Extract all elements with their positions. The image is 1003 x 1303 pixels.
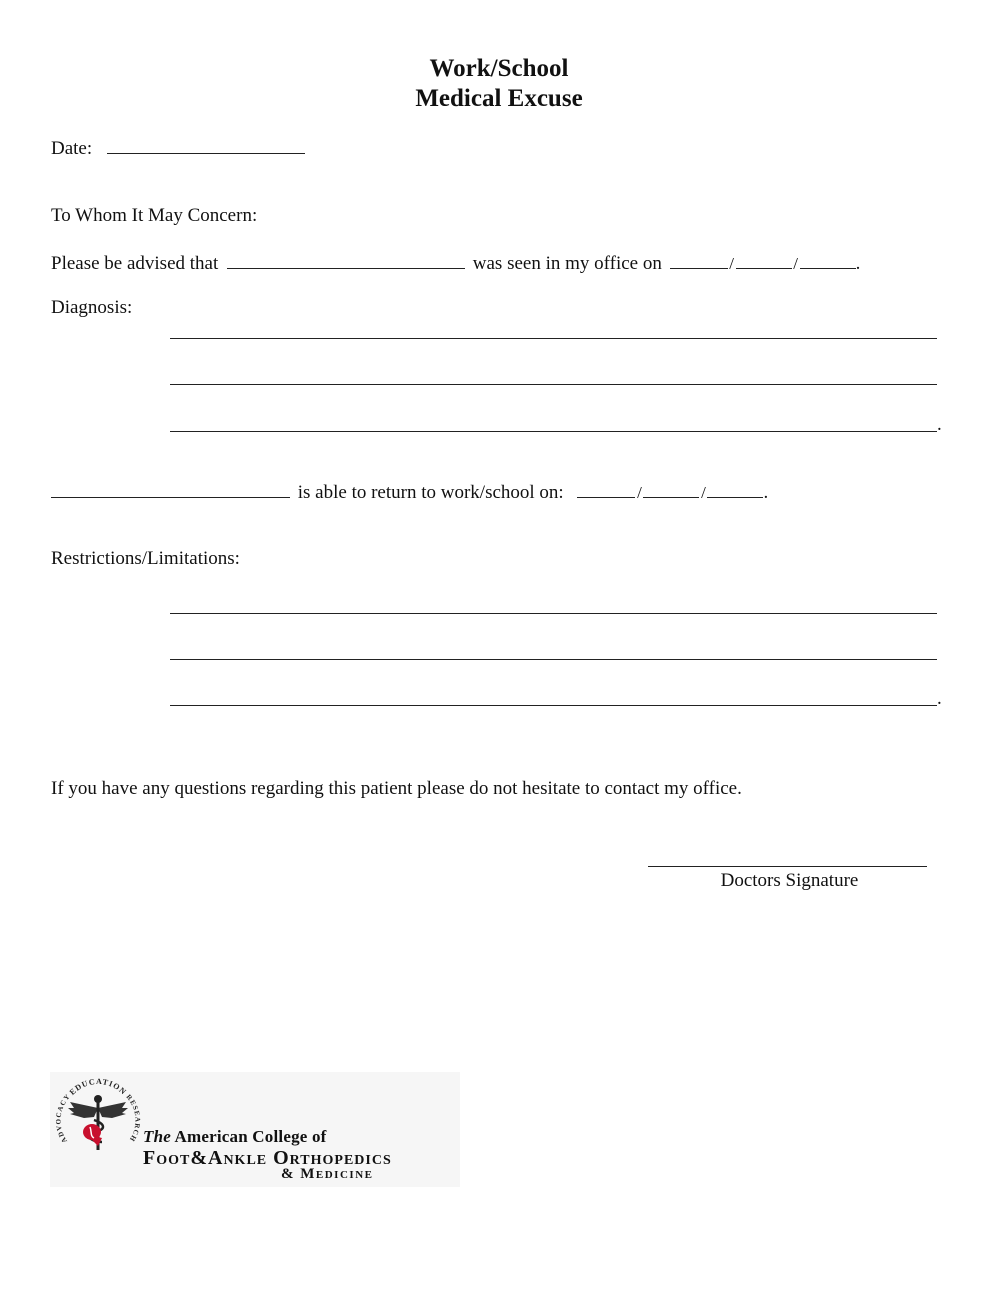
title-line-1: Work/School <box>429 55 569 82</box>
logo-line-2: Foot&Ankle Orthopedics <box>143 1147 392 1169</box>
diagnosis-line-1[interactable] <box>170 338 937 339</box>
diagnosis-line-2[interactable] <box>170 384 937 385</box>
restrictions-line-2[interactable] <box>170 659 937 660</box>
diagnosis-label: Diagnosis: <box>51 297 133 318</box>
restrictions-line-3[interactable] <box>170 705 937 706</box>
patient-name-field[interactable] <box>227 252 465 269</box>
seen-date-month-field[interactable] <box>670 252 728 269</box>
diagnosis-line-3[interactable] <box>170 431 937 432</box>
signature-line[interactable] <box>648 866 927 867</box>
return-row <box>51 481 768 502</box>
seen-date-day-field[interactable] <box>736 252 792 269</box>
sentence-period: . <box>855 253 861 274</box>
date-slash: / <box>793 254 798 273</box>
seal-top-text: EDUCATION <box>67 1076 129 1097</box>
logo-line-1 <box>143 1128 392 1145</box>
logo-line-1-italic: The <box>143 1127 171 1146</box>
signature-label: Doctors Signature <box>720 870 859 891</box>
salutation: To Whom It May Concern: <box>51 205 258 226</box>
return-text: is able to return to work/school on: <box>297 482 564 503</box>
date-row <box>51 137 305 158</box>
date-slash: / <box>729 254 734 273</box>
seal-right-text: RESEARCH <box>124 1093 142 1144</box>
restrictions-period: . <box>937 688 942 709</box>
date-slash: / <box>637 483 642 502</box>
return-date-day-field[interactable] <box>643 481 699 498</box>
return-date-year-field[interactable] <box>707 481 763 498</box>
svg-text:ADVOCACY <box>54 1092 72 1144</box>
date-label: Date: <box>51 138 93 159</box>
diagnosis-period: . <box>937 414 942 435</box>
restrictions-line-1[interactable] <box>170 613 937 614</box>
date-slash: / <box>701 483 706 502</box>
seen-date-year-field[interactable] <box>800 252 856 269</box>
logo-line-3: & Medicine <box>281 1166 374 1182</box>
advised-prefix: Please be advised that <box>51 253 219 274</box>
date-field[interactable] <box>107 137 305 154</box>
logo-line-1-text: American College of <box>174 1127 327 1146</box>
return-patient-name-field[interactable] <box>51 481 290 498</box>
restrictions-label: Restrictions/Limitations: <box>51 548 240 569</box>
advised-row <box>51 252 860 273</box>
advised-middle: was seen in my office on <box>472 253 662 274</box>
svg-text:EDUCATION <box>68 1077 129 1097</box>
title-line-2: Medical Excuse <box>415 85 583 112</box>
logo-text <box>143 1128 392 1182</box>
svg-text:RESEARCH <box>124 1093 141 1143</box>
return-date-month-field[interactable] <box>577 481 635 498</box>
college-seal-logo <box>50 1072 146 1168</box>
seal-left-text: ADVOCACY <box>54 1092 73 1145</box>
sentence-period: . <box>763 482 769 503</box>
closing-text: If you have any questions regarding this patient please do not hesitate to contact my office. <box>51 778 742 799</box>
